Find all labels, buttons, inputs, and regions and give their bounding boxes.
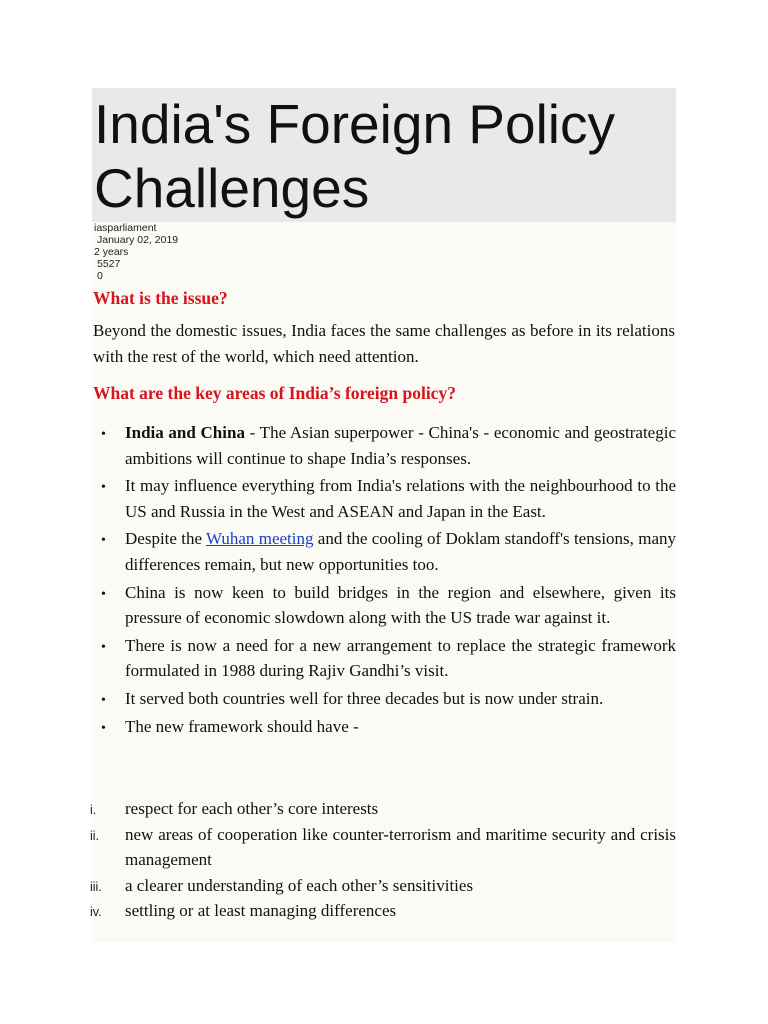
list-item-text: Despite the (125, 529, 207, 549)
section-heading-key-areas: What are the key areas of India’s foreign policy? (93, 383, 456, 403)
list-item-text: a clearer understanding of each other’s sensitivities (125, 875, 474, 895)
bullet-icon: • (101, 533, 106, 549)
bullet-icon: • (101, 639, 106, 655)
list-item-text: The new framework should have - (125, 716, 359, 736)
list-item-text: It served both countries well for three decades but is now under strain. (125, 688, 604, 708)
list-item (92, 686, 676, 712)
list-item (92, 796, 676, 822)
bullet-icon: • (101, 720, 106, 736)
list-item-text: new areas of cooperation like counter-terrorism and maritime security and crisis management (125, 824, 676, 870)
list-item-text: There is now a need for a new arrangement to replace the strategic framework formulated in 1988 during Rajiv Gandhi’s visit. (125, 635, 676, 681)
comment-count: 0 (97, 270, 103, 282)
list-item (92, 714, 676, 740)
publish-date: January 02, 2019 (97, 234, 179, 246)
post-age: 2 years (94, 246, 129, 258)
list-number: iii. (90, 879, 102, 894)
author-name[interactable]: iasparliament (94, 222, 157, 234)
roman-numeral-list (92, 796, 676, 924)
view-count: 5527 (97, 258, 121, 270)
intro-paragraph: Beyond the domestic issues, India faces the same challenges as before in its relations with the rest of the world, which need attention. (93, 321, 675, 366)
list-item-text: respect for each other’s core interests (125, 799, 379, 818)
list-item-text: It may influence everything from India's relations with the neighbourhood to the US and Russia in the West and ASEAN and Japan in the East. (125, 476, 676, 521)
list-item (92, 822, 676, 873)
list-item-text: settling or at least managing differences (125, 901, 397, 921)
list-number: iv. (90, 905, 102, 920)
bullet-list (92, 420, 676, 741)
bullet-icon: • (101, 427, 106, 442)
bold-lead: India and China (125, 423, 245, 442)
page-title: India's Foreign Policy Challenges (94, 93, 616, 219)
list-item (92, 420, 676, 471)
list-item (92, 526, 676, 577)
list-number: i. (90, 803, 97, 817)
article-meta (94, 222, 178, 282)
bullet-icon: • (101, 692, 106, 708)
list-item-text: - The Asian superpower - China's - economic and geostrategic ambitions will continue to shape India’s responses. (125, 423, 676, 468)
section-heading-issue: What is the issue? (93, 288, 228, 308)
bullet-icon: • (101, 586, 106, 602)
list-item-text: and the cooling of Doklam standoff's tensions, many differences remain, but new opportunities too. (125, 529, 676, 574)
wuhan-meeting-link[interactable]: Wuhan meeting (206, 529, 314, 549)
list-item (92, 580, 676, 631)
bullet-icon: • (101, 480, 106, 496)
list-item (92, 873, 676, 899)
article-body (92, 222, 676, 942)
title-banner (92, 88, 676, 222)
list-item (92, 898, 676, 924)
list-item (92, 633, 676, 684)
list-number: ii. (90, 828, 100, 843)
list-item (92, 473, 676, 524)
list-item-text: China is now keen to build bridges in the region and elsewhere, given its pressure of economic slowdown along with the US trade war against it. (125, 582, 676, 628)
